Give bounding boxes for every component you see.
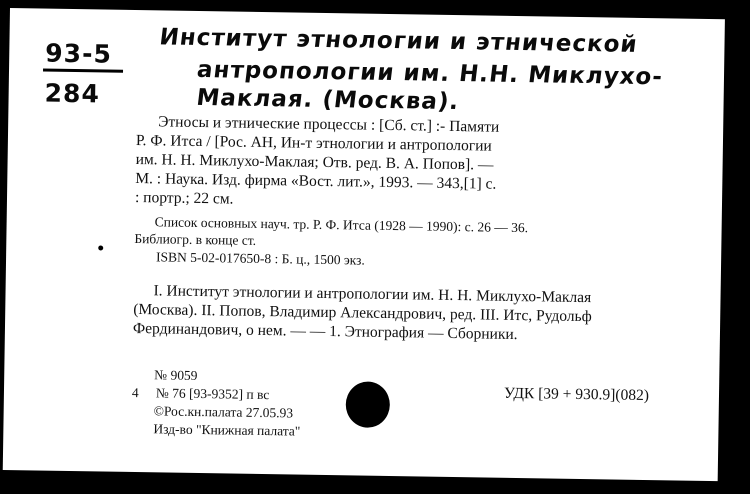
isbn-line: ISBN 5-02-017650-8 : Б. ц., 1500 экз. xyxy=(155,249,365,268)
handwritten-heading-line2: антропологии им. Н.Н. Миклухо- xyxy=(195,56,665,91)
bibliography-note: Библиогр. в конце ст. xyxy=(134,230,257,248)
handwritten-heading-line1: Институт этнологии и этнической xyxy=(157,24,640,58)
description-line: : портр.; 22 см. xyxy=(134,188,234,208)
bibliography-note: Список основных науч. тр. Р. Ф. Итса (1928 — 1990): с. 26 — 36. xyxy=(154,214,529,236)
shelf-code-divider xyxy=(43,69,123,73)
description-line: им. Н. Н. Миклухо-Маклая; Отв. ред. В. А. Попов]. — xyxy=(135,150,494,174)
handwritten-heading-line3: Маклая. (Москва). xyxy=(195,84,461,116)
book-chamber-stamp: ©Рос.кн.палата 27.05.93 xyxy=(153,403,294,421)
description-line: Этносы и этнические процессы : [Сб. ст.] :- Памяти xyxy=(158,113,500,136)
registry-number: № 9059 xyxy=(154,367,198,383)
catalog-card xyxy=(3,8,725,481)
tracing-line: Фердинандович, о нем. — — 1. Этнография — Сборники. xyxy=(132,319,518,344)
publisher-line: Изд-во "Книжная палата" xyxy=(153,421,301,439)
description-line: М. : Наука. Изд. фирма «Вост. лит.», 1993. — 343,[1] с. xyxy=(135,169,497,193)
tracing-line: I. Институт этнологии и антропологии им. Н. Н. Миклухо-Маклая xyxy=(153,282,592,307)
shelf-code-bottom: 284 xyxy=(44,78,101,109)
shelf-code-top: 93-5 xyxy=(45,38,113,69)
punched-hole xyxy=(345,381,390,428)
udc-code: УДК [39 + 930.9](082) xyxy=(503,384,650,405)
lot-prefix: 4 xyxy=(131,384,139,401)
lot-number: № 76 [93-9352] п вс xyxy=(155,385,270,403)
description-line: Р. Ф. Итса / [Рос. АН, Ин-т этнологии и антропологии xyxy=(135,131,492,155)
tracing-line: (Москва). II. Попов, Владимир Александрович, ред. III. Итс, Рудольф xyxy=(133,300,592,326)
ink-dot xyxy=(98,245,103,250)
